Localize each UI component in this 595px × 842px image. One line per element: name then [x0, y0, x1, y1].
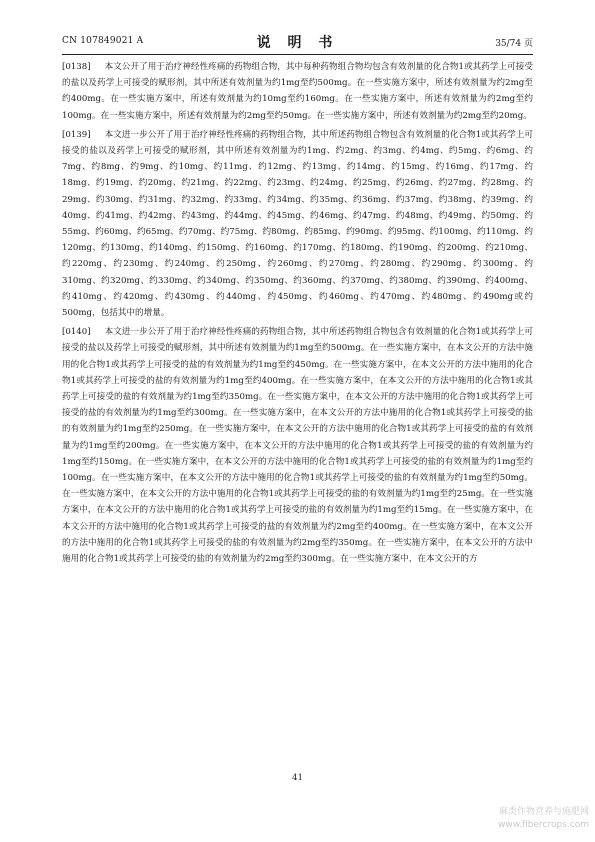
paragraph-text: 本文进一步公开了用于治疗神经性疼痛的药物组合物，其中所述药物组合物包含有效剂量的化合物1或其药学上可接受的盐以及药学上可接受的赋形剂，其中所述有效剂量为约1mg至约500mg。在一些实施方案中，在本文公开的方法中施用的化合物1或其药学上可接受的盐的有效剂量为约1mg至约450mg。在一些实施方案中，在本文公开的方法中施用的化合物1或其药学上可接受的盐的有效剂量为约1mg至约400mg。在一些实施方案中，在本文公开的方法中施用的化合物1或其药学上可接受的盐的有效剂量为约1mg至约350mg。在一些实施方案中，在本文公开的方法中施用的化合物1或其药学上可接受的盐的有效剂量为约1mg至约300mg。在一些实施方案中，在本文公开的方法中施用的化合物1或其药学上可接受的盐的有效剂量为约1mg至约250mg。在一些实施方案中，在本文公开的方法中施用的化合物1或其药学上可接受的盐的有效剂量为约1mg至约200mg。在一些实施方案中，在本文公开的方法中施用的化合物1或其药学上可接受的盐的有效剂量为约1mg至约150mg。在一些实施方案中，在本文公开的方法中施用的化合物1或其药学上可接受的盐的有效剂量为约1mg至约100mg。在一些实施方案中，在本文公开的方法中施用的化合物1或其药学上可接受的盐的有效剂量为约1mg至约50mg。在一些实施方案中，在本文公开的方法中施用的化合物1或其药学上可接受的盐的有效剂量为约1mg至约25mg。在一些实施方案中，在本文公开的方法中施用的化合物1或其药学上可接受的盐的有效剂量为约1mg至约15mg。在一些实施方案中，在本文公开的方法中施用的化合物1或其药学上可接受的盐的有效剂量为约2mg至约400mg。在一些实施方案中，在本文公开的方法中施用的化合物1或其药学上可接受的盐的有效剂量为约2mg至约350mg。在一些实施方案中，在本文公开的方法中施用的化合物1或其药学上可接受的盐的有效剂量为约2mg至约300mg。在一些实施方案中，在本文公开的方	[62, 327, 533, 565]
page-header	[62, 34, 533, 52]
watermark-site-name: 麻类作物营养与施肥网	[498, 807, 589, 817]
paragraph-number: [0139]	[62, 129, 91, 140]
page-indicator: 35/74 页	[495, 39, 533, 49]
document-title: 说 明 书	[256, 35, 339, 51]
document-body	[62, 59, 533, 570]
header-divider	[62, 54, 533, 55]
patent-number: CN 107849021 A	[62, 36, 144, 46]
paragraph-0139	[62, 127, 533, 321]
paragraph-text: 本文进一步公开了用于治疗神经性疼痛的药物组合物，其中所述药物组合物包含有效剂量的化合物1或其药学上可接受的盐以及药学上可接受的赋形剂，其中所述有效剂量为约1mg、约2mg、约3mg、约4mg、约5mg、约6mg、约7mg、约8mg、约9mg、约10mg、约11mg、约12mg、约13mg、约14mg、约15mg、约16mg、约17mg、约18mg、约19mg、约20mg、约21mg、约22mg、约23mg、约24mg、约25mg、约26mg、约27mg、约28mg、约29mg、约30mg、约31mg、约32mg、约33mg、约34mg、约35mg、约36mg、约37mg、约38mg、约39mg、约40mg、约41mg、约42mg、约43mg、约44mg、约45mg、约46mg、约47mg、约48mg、约49mg、约50mg、约55mg、约60mg、约65mg、约70mg、约75mg、约80mg、约85mg、约90mg、约95mg、约100mg、约110mg、约120mg、约130mg、约140mg、约150mg、约160mg、约170mg、约180mg、约190mg、约200mg、约210mg、约220mg、约230mg、约240mg、约250mg、约260mg、约270mg、约280mg、约290mg、约300mg、约310mg、约320mg、约330mg、约340mg、约350mg、约360mg、约370mg、约380mg、约390mg、约400mg、约410mg、约420mg、约430mg、约440mg、约450mg、约460mg、约470mg、约480mg、约490mg或约500mg，包括其中的增量。	[62, 129, 533, 319]
paragraph-number: [0138]	[62, 62, 91, 72]
paragraph-text: 本文公开了用于治疗神经性疼痛的药物组合物，其中每种药物组合物均包含有效剂量的化合物1或其药学上可接受的盐以及药学上可接受的赋形剂，其中所述有效剂量为约1mg至约500mg。在一些实施方案中，所述有效剂量为约2mg至约400mg。在一些实施方案中，所述有效剂量为约10mg至约160mg。在一些实施方案中，所述有效剂量为约2mg至约100mg。在一些实施方案中，所述有效剂量为约2mg至约50mg。在一些实施方案中，所述有效剂量为约2mg至约20mg。	[62, 62, 533, 121]
watermark	[498, 806, 589, 832]
paragraph-number: [0140]	[62, 327, 91, 338]
page-number: 41	[292, 773, 303, 783]
paragraph-0140	[62, 324, 533, 567]
paragraph-0138	[62, 59, 533, 124]
watermark-url: www.fibercrops.com	[498, 820, 589, 830]
